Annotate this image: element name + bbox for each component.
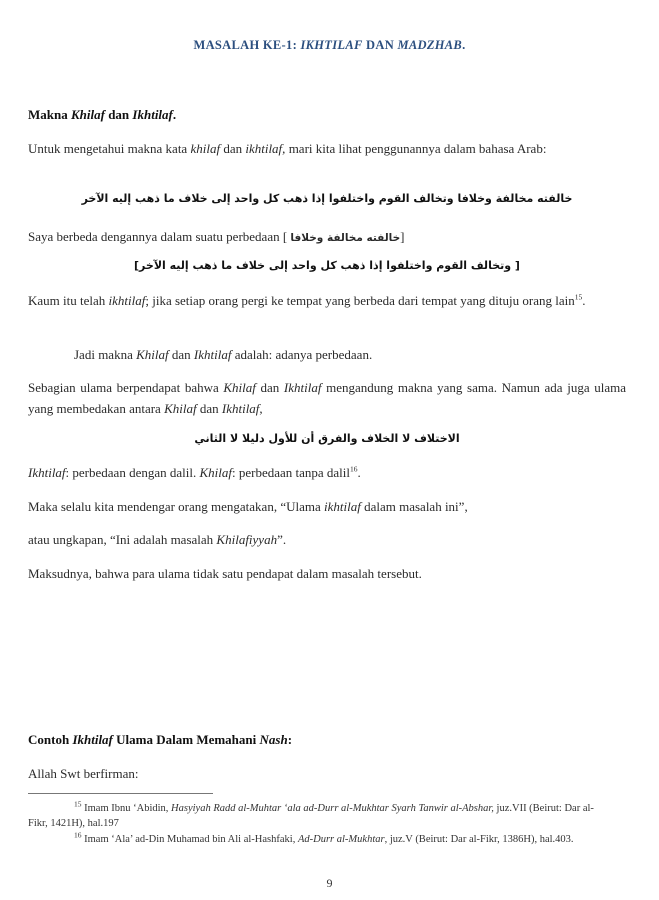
footnote-ref-16[interactable]: 16 — [350, 464, 358, 474]
section-heading-makna: Makna Khilaf dan Ikhtilaf. — [28, 107, 177, 122]
paragraph-intro: Untuk mengetahui makna kata khilaf dan ikhtilaf, mari kita lihat penggunannya dalam bahasa Arab: — [28, 141, 547, 156]
page-title: MASALAH KE-1: IKHTILAF DAN MADZHAB. — [193, 38, 466, 52]
paragraph-kaum: Kaum itu telah ikhtilaf; jika setiap orang pergi ke tempat yang berbeda dari tempat yang dituju orang lain$^{15}$. — [28, 292, 586, 308]
section-heading-contoh: Contoh Ikhtilaf Ulama Dalam Memahani Nash: — [28, 732, 293, 747]
paragraph-sebagian-ulama: Sebagian ulama berpendapat bahwa Khilaf dan Ikhtilaf mengandung makna yang sama. Namun ada juga ulama yang membedakan antara Khilaf dan Ikhtilaf, — [28, 380, 626, 416]
footnote-ref-15[interactable]: 15 — [574, 292, 583, 302]
paragraph-translation-1: Saya berbeda dengannya dalam suatu perbedaan [ خالفته مخالفة وخلافا] — [28, 229, 405, 244]
paragraph-definitions: Ikhtilaf: perbedaan dengan dalil. Khilaf: perbedaan tanpa dalil$^{16}$. — [28, 464, 361, 480]
paragraph-jadi-makna: Jadi makna Khilaf dan Ikhtilaf adalah: adanya perbedaan. — [74, 347, 373, 362]
footnote-16: $^{16}$ Imam ‘Ala’ ad-Din Muhamad bin Ali al-Hashfaki, Ad-Durr al-Mukhtar, juz.V (Beirut: Dar al-Fikr, 1386H), hal.403. — [74, 830, 574, 845]
arabic-quote-2: [ وتخالف القوم واختلفوا إذا ذهب كل واحد إلى خلاف ما ذهب إليه الآخر] — [134, 259, 520, 272]
paragraph-ungkapan: atau ungkapan, “Ini adalah masalah Khilafiyyah”. — [28, 532, 287, 547]
paragraph-maksudnya: Maksudnya, bahwa para ulama tidak satu pendapat dalam masalah tersebut. — [28, 566, 422, 581]
page-number: 9 — [326, 876, 333, 890]
paragraph-allah-berfirman: Allah Swt berfirman: — [28, 766, 139, 781]
arabic-quote-3: الاختلاف لا الخلاف والفرق أن للأول دليلا لا الثاني — [194, 432, 460, 445]
arabic-quote-1: خالفته مخالفة وخلافا وتخالف القوم واختلفوا إذا ذهب كل واحد إلى خلاف ما ذهب إليه الآخر — [81, 192, 573, 205]
paragraph-maka: Maka selalu kita mendengar orang mengatakan, “Ulama ikhtilaf dalam masalah ini”, — [28, 499, 468, 514]
footnote-15: $^{15}$ Imam Ibnu ‘Abidin, Hasyiyah Radd al-Muhtar ‘ala ad-Durr al-Mukhtar Syarh Tanwir al-Abshar, juz.VII (Beirut: Dar al-Fikr, 1421H), hal.197 — [28, 799, 594, 829]
footnote-divider — [28, 793, 213, 794]
